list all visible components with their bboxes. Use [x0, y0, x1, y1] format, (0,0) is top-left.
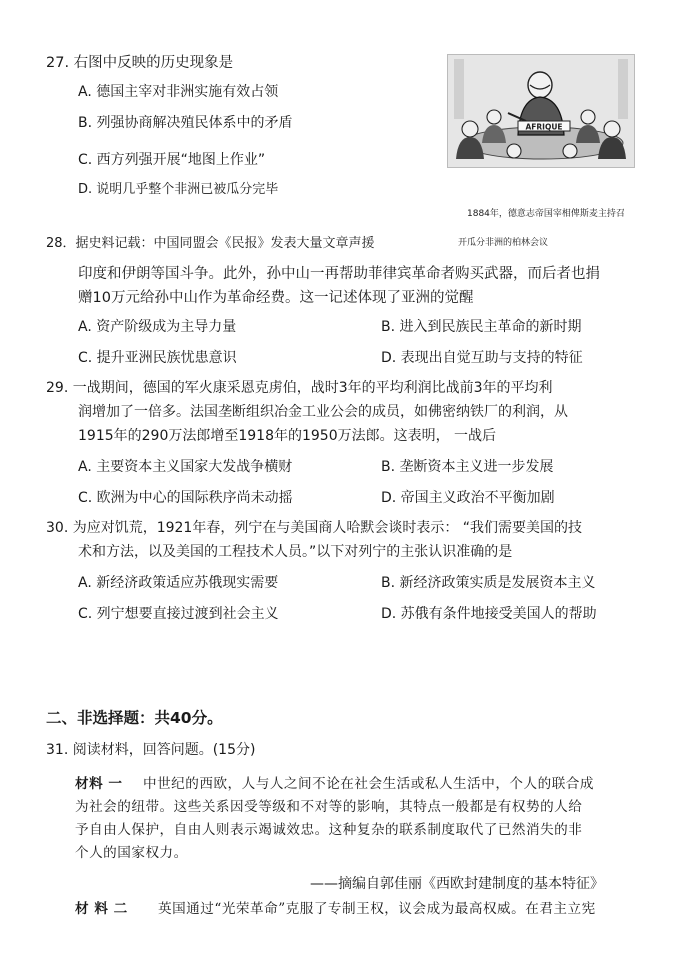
- q27-option-b: B. 列强协商解决殖民体系中的矛盾: [78, 115, 293, 131]
- berlin-conference-cartoon: [447, 54, 635, 168]
- material-1-label: 材料 一: [75, 776, 123, 792]
- q27-option-d: D. 说明几乎整个非洲已被瓜分完毕: [78, 182, 279, 197]
- material-1-line3: 予自由人保护，自由人则表示竭诚效忠。这种复杂的联系制度取代了已然消失的非: [75, 822, 583, 838]
- section-two-title: 二、非选择题：共40分。: [46, 709, 223, 727]
- material-1-line4: 个人的国家权力。: [75, 845, 188, 861]
- material-1-line1: 中世纪的西欧，人与人之间不论在社会生活或私人生活中，个人的联合成: [143, 776, 594, 792]
- q30-option-b: B. 新经济政策实质是发展资本主义: [381, 575, 596, 591]
- q29-option-b: B. 垄断资本主义进一步发展: [381, 459, 554, 475]
- q29-option-c: C. 欧洲为中心的国际秩序尚未动摇: [78, 490, 293, 506]
- q27-option-a: A. 德国主宰对非洲实施有效占领: [78, 84, 279, 100]
- q30-option-c: C. 列宁想要直接过渡到社会主义: [78, 606, 279, 622]
- q31-stem: 31. 阅读材料，回答问题。(15分): [46, 742, 256, 758]
- q29-line1: 29. 一战期间，德国的军火康采恩克虏伯，战时3年的平均利润比战前3年的平均利: [46, 380, 553, 396]
- material-1-source: ——摘编自郭佳丽《西欧封建制度的基本特征》: [310, 876, 604, 892]
- q29-line2: 润增加了一倍多。法国垄断组织冶金工业公会的成员，如佛密纳铁厂的利润，从: [78, 404, 568, 420]
- material-2-label: 材 料 二: [75, 901, 128, 917]
- q30-option-a: A. 新经济政策适应苏俄现实需要: [78, 575, 279, 591]
- q28-line3: 赠10万元给孙中山作为革命经费。这一记述体现了亚洲的觉醒: [78, 290, 474, 306]
- q28-line1: 28．据史料记载：中国同盟会《民报》发表大量文章声援: [46, 236, 375, 251]
- q28-option-b: B. 进入到民族民主革命的新时期: [381, 319, 582, 335]
- q29-line3: 1915年的290万法郎增至1918年的1950万法郎。这表明， 一战后: [78, 428, 497, 444]
- q29-option-a: A. 主要资本主义国家大发战争横财: [78, 459, 293, 475]
- q30-line2: 术和方法，以及美国的工程技术人员。”以下对列宁的主张认识准确的是: [78, 544, 513, 560]
- q28-line2: 印度和伊朗等国斗争。此外，孙中山一再帮助菲律宾革命者购买武器，而后者也捐: [78, 266, 600, 282]
- q28-option-a: A. 资产阶级成为主导力量: [78, 319, 237, 335]
- q27-stem: 27. 右图中反映的历史现象是: [46, 55, 234, 71]
- q28-option-c: C. 提升亚洲民族忧患意识: [78, 350, 237, 366]
- q30-line1: 30. 为应对饥荒，1921年春，列宁在与美国商人哈默会谈时表示： “我们需要美国的技: [46, 520, 583, 536]
- q27-option-c: C. 西方列强开展“地图上作业”: [78, 152, 266, 168]
- q29-option-d: D. 帝国主义政治不平衡加剧: [381, 490, 555, 506]
- cartoon-caption-line1: 1884年，德意志帝国宰相俾斯麦主持召: [467, 209, 625, 219]
- cartoon-caption-line2: 开瓜分非洲的柏林会议: [458, 238, 549, 248]
- q30-option-d: D. 苏俄有条件地接受美国人的帮助: [381, 606, 597, 622]
- q28-option-d: D. 表现出自觉互助与支持的特征: [381, 350, 583, 366]
- cartoon-board-text: AFRIQUE: [525, 122, 563, 132]
- cartoon-illustration: [448, 55, 634, 167]
- material-2-line1: 英国通过“光荣革命”克服了专制王权，议会成为最高权威。在君主立宪: [158, 901, 596, 917]
- material-1-line2: 为社会的纽带。这些关系因受等级和不对等的影响，其特点一般都是有权势的人给: [75, 799, 583, 815]
